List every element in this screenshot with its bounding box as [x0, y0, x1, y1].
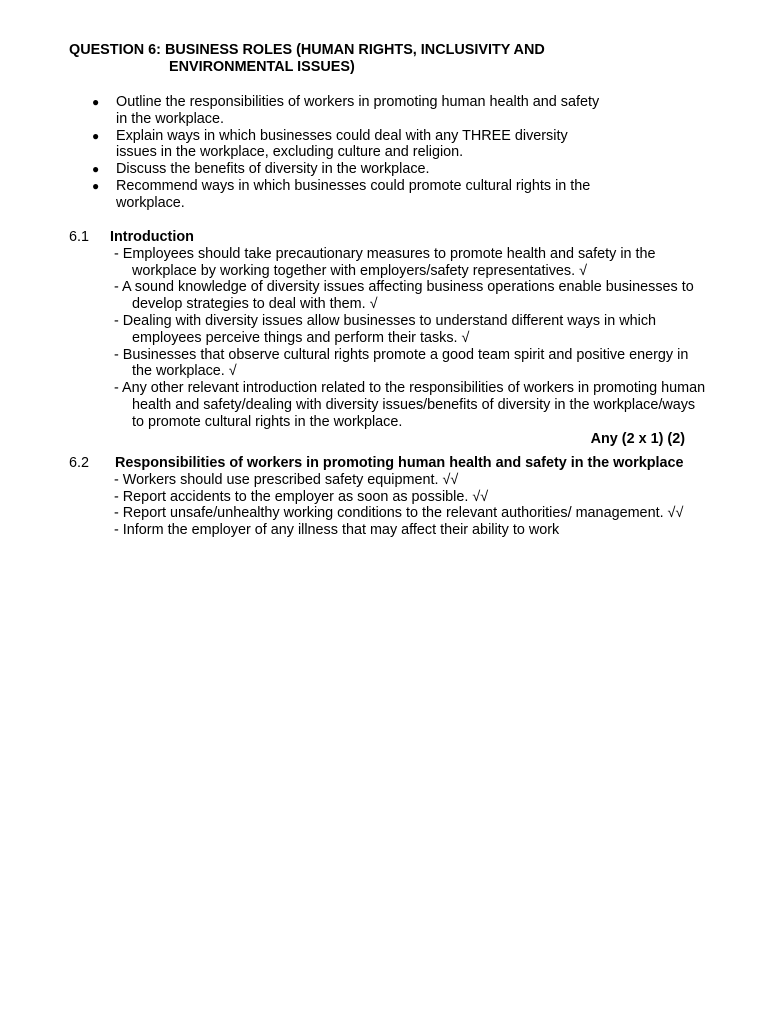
- bullet-item: [92, 161, 612, 178]
- bullet-item: [92, 94, 612, 128]
- answer-item: - Inform the employer of any illness that may affect their ability to work: [114, 522, 560, 539]
- section-6-1-items: [69, 246, 709, 431]
- section-title: Introduction: [110, 229, 194, 245]
- section-title: Responsibilities of workers in promoting human health and safety in the workplace: [115, 455, 684, 471]
- question-bullet-list: [92, 94, 612, 212]
- section-6-1-heading: [69, 229, 709, 246]
- bullet-text: Outline the responsibilities of workers in promoting human health and safety in the workplace.: [116, 94, 600, 127]
- bullet-icon: ●: [92, 128, 100, 143]
- bullet-item: [92, 178, 612, 212]
- answer-item: - Dealing with diversity issues allow businesses to understand different ways in which employees perceive things and perform their tasks. √: [114, 312, 657, 346]
- bullet-icon: ●: [92, 95, 100, 109]
- bullet-icon: ●: [92, 162, 100, 177]
- section-6-1: [69, 229, 709, 447]
- question-title-line1: QUESTION 6: BUSINESS ROLES (HUMAN RIGHTS, INCLUSIVITY AND: [69, 42, 545, 58]
- bullet-text: Explain ways in which businesses could deal with any THREE diversity issues in the workplace, excluding culture and religion.: [116, 127, 568, 161]
- bullet-text: Recommend ways in which businesses could promote cultural rights in the workplace.: [116, 177, 591, 211]
- question-title: [69, 42, 545, 76]
- section-number: 6.2: [69, 455, 90, 471]
- section-number: 6.1: [69, 229, 90, 245]
- question-title-line2: ENVIRONMENTAL ISSUES): [169, 58, 355, 75]
- answer-item: - A sound knowledge of diversity issues affecting business operations enable businesses to develop strategies to deal with them. √: [114, 279, 694, 313]
- answer-item: - Report unsafe/unhealthy working conditions to the relevant authorities/ management. √√: [114, 505, 684, 522]
- section-6-2-heading: [69, 455, 709, 472]
- answer-item: - Businesses that observe cultural rights promote a good team spirit and positive energy in the workplace. √: [114, 346, 689, 380]
- answer-item: - Report accidents to the employer as soon as possible. √√: [114, 488, 489, 505]
- answer-item: - Workers should use prescribed safety equipment. √√: [114, 471, 459, 488]
- mark-allocation: Any (2 x 1) (2): [590, 430, 685, 447]
- section-6-2-items: [69, 472, 709, 539]
- answer-item: - Any other relevant introduction related to the responsibilities of workers in promoting human health and safety/dealing with diversity issues/benefits of diversity in the workplace/ways to promote cultural rights in the workplace.: [114, 380, 706, 430]
- section-6-2: [69, 455, 709, 539]
- bullet-text: Discuss the benefits of diversity in the workplace.: [116, 161, 430, 178]
- answer-item: - Employees should take precautionary measures to promote health and safety in the workplace by working together with employers/safety representatives. √: [114, 245, 656, 279]
- bullet-item: [92, 128, 612, 162]
- bullet-icon: ●: [92, 178, 100, 193]
